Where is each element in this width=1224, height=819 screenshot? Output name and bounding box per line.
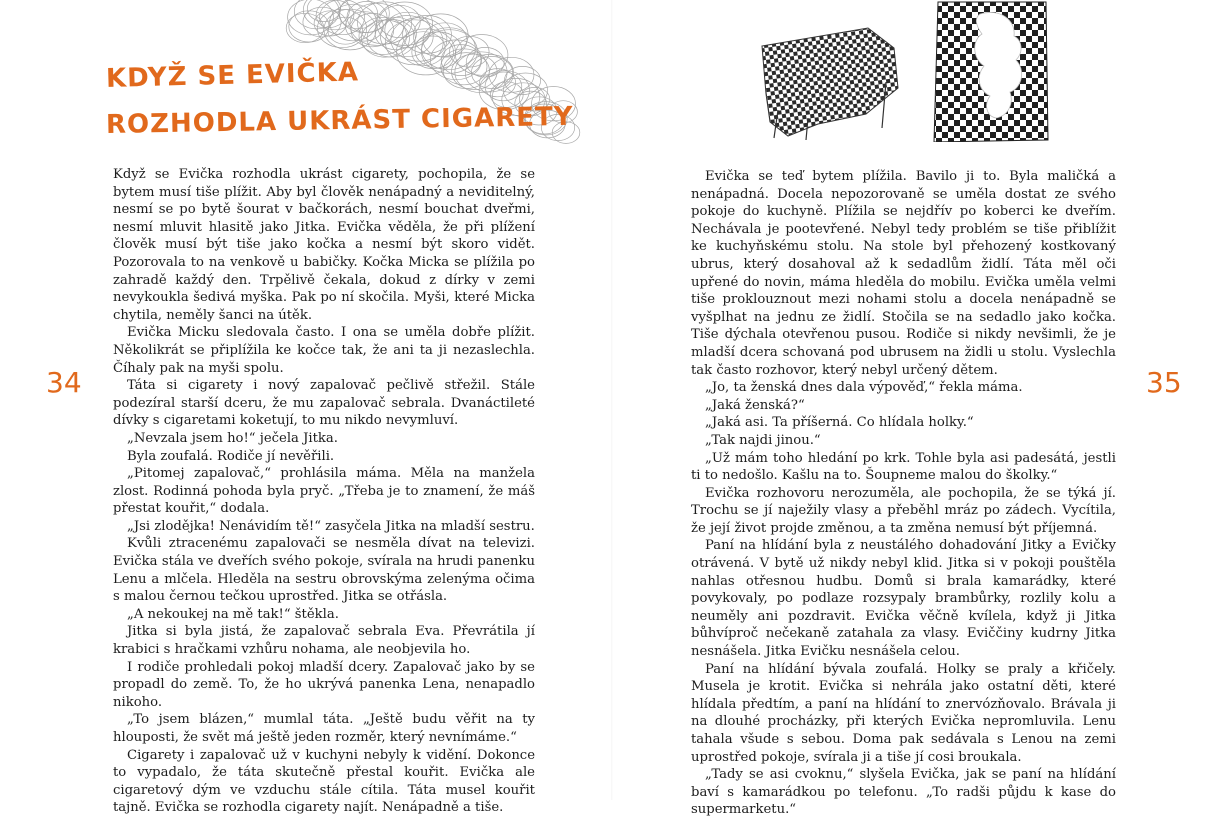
paragraph: Jitka si byla jistá, že zapalovač sebrala Eva. Převrátila jí krabici s hračkami vzhůru nohama, ale neobjevila ho.	[113, 624, 535, 658]
paragraph: Táta si cigarety i nový zapalovač pečlivě střežil. Stále podezíral starší dceru, že mu zapalovač sebrala. Dvanáctileté dívky s cigaretami koketují, to mu nikdo nevymluví.	[113, 378, 535, 429]
left-page-text	[113, 166, 535, 817]
checkered-table-illustration	[748, 18, 908, 142]
paragraph: „Jaká ženská?“	[705, 397, 805, 413]
page-number-right: 35	[1146, 366, 1182, 399]
paragraph: „To jsem blázen,“ mumlal táta. „Ještě budu věřit na ty hlouposti, že svět má ještě jeden rozměr, který nevnímáme.“	[113, 712, 535, 745]
paragraph: „Tak najdi jinou.“	[705, 432, 821, 448]
paragraph: Evička rozhovoru nerozuměla, ale pochopila, že se týká jí. Trochu se jí naježily vlasy a přeběhl mráz po zádech. Vycítila, že její život projde změnou, a ta změna nemusí být příjemná.	[691, 485, 1116, 536]
chapter-title-line-1: KDYŽ SE EVIČKA	[105, 57, 360, 94]
paragraph: Paní na hlídání bývala zoufalá. Holky se praly a křičely. Musela je krotit. Evička si nehrála jako ostatní děti, které hlídala předtím, a paní na hlídání to znervózňovalo. Brávala ji na dlouhé procházky, při kterých Evička nepromluvila. Lenu tahala všude s sebou. Doma pak sedávala s Lenou na zemi uprostřed pokoje, svírala ji a tiše jí cosi broukala.	[691, 661, 1116, 765]
paragraph: „Tady se asi cvoknu,“ slyšela Evička, jak se paní na hlídání baví s kamarádkou po telefonu. „To radši půjdu k kase do supermarketu.“	[691, 767, 1116, 818]
paragraph: Kvůli ztracenému zapalovači se nesměla dívat na televizi. Evička stála ve dveřích svého pokoje, svírala na hrudi panenku Lenu a mlčela. Hleděla na sestru obrovskýma zelenýma očima s malou černou tečkou uprostřed. Jitka se otřásla.	[113, 536, 535, 605]
checkered-cloth-illustration	[930, 0, 1052, 142]
paragraph: Byla zoufalá. Rodiče jí nevěřili.	[127, 448, 335, 464]
paragraph: „Jaká asi. Ta příšerná. Co hlídala holky.“	[705, 415, 974, 431]
paragraph: Evička se teď bytem plížila. Bavilo ji to. Byla maličká a nenápadná. Docela nepozorovaně se uměla dostat ze svého pokoje do kuchyně. Plížila se nejdřív po koberci ke dveřím. Nechávala je pootevřené. Nebyl tedy problém se tiše přiblížit ke kuchyňskému stolu. Na stole byl přehozený kostkovaný ubrus, který dosahoval až k sedadlům židlí. Táta měl oči upřené do novin, máma hleděla do mobilu. Evička uměla velmi tiše proklouznout mezi nohami stolu a docela nenápadně se vyšplhat na jednu ze židlí. Stočila se na sedadlo jako kočka. Tiše dýchala otevřenou pusou. Rodiče si nikdy nevšimli, že je mladší dcera schovaná pod ubrusem na židli u stolu. Vyslechla tak často rozhovor, který nebyl určený dětem.	[691, 169, 1116, 378]
chapter-title-line-2: ROZHODLA UKRÁST CIGARETY	[105, 101, 574, 140]
page-number-left: 34	[46, 366, 82, 399]
paragraph: Evička Micku sledovala často. I ona se uměla dobře plížit. Několikrát se připlížila ke kočce tak, že ani ta ji nezaslechla. Číhaly pak na myši spolu.	[113, 325, 535, 376]
paragraph: „Už mám toho hledání po krk. Tohle byla asi padesátá, jestli ti to nedošlo. Kašlu na to. Šoupneme malou do školky.“	[691, 450, 1116, 484]
paragraph: I rodiče prohledali pokoj mladší dcery. Zapalovač jako by se propadl do země. To, že ho ukrývá panenka Lena, nenapadlo nikoho.	[113, 659, 535, 710]
book-gutter	[611, 0, 613, 800]
paragraph: „Jsi zlodějka! Nenávidím tě!“ zasyčela Jitka na mladší sestru.	[127, 518, 535, 534]
paragraph: Cigarety i zapalovač už v kuchyni nebyly k vidění. Dokonce to vypadalo, že táta skutečně přestal kouřit. Evička ale cigaretový dým ve vzduchu stále cítila. Táta musel kouřit tajně. Evička se rozhodla cigarety najít. Nenápadně a tiše.	[113, 747, 535, 816]
paragraph: „Jo, ta ženská dnes dala výpověď,“ řekla máma.	[705, 380, 1023, 396]
paragraph: Když se Evička rozhodla ukrást cigarety, pochopila, že se bytem musí tiše plížit. Aby byl člověk nenápadný a neviditelný, nesmí se po bytě šourat v bačkorách, nesmí bouchat dveřmi, nesmí mluvit hlasitě jako Jitka. Evička věděla, že při plížení člověk musí být tiše jako kočka a nesmí být skoro vidět. Pozorovala to na venkově u babičky. Kočka Micka se plížila po zahradě každý den. Trpělivě čekala, dokud z dírky v zemi nevykoukla šedivá myška. Pak po ní skočila. Myši, které Micka chytila, neměly šanci na útěk.	[113, 167, 535, 323]
right-page-text	[691, 168, 1116, 819]
paragraph: „Nevzala jsem ho!“ ječela Jitka.	[127, 430, 338, 446]
paragraph: Paní na hlídání byla z neustálého dohadování Jitky a Evičky otrávená. V bytě už nikdy nebyl klid. Jitka si v pokoji pouštěla nahlas otřesnou hudbu. Domů si brala kamarádky, které povykovaly, po podlaze rozsypaly brambůrky, rozlily kolu a neuměly ani pozdravit. Evička věčně kvílela, když ji Jitka bůhvíproč nečekaně zatahala za vlasy. Eviččiny kudrny Jitka nesnášela. Jitka Evičku nesnášela celou.	[691, 538, 1116, 660]
paragraph: „Pitomej zapalovač,“ prohlásila máma. Měla na manžela zlost. Rodinná pohoda byla pryč. „Třeba je to znamení, že máš přestat kouřit,“ dodala.	[113, 466, 535, 517]
paragraph: „A nekoukej na mě tak!“ štěkla.	[127, 606, 339, 622]
